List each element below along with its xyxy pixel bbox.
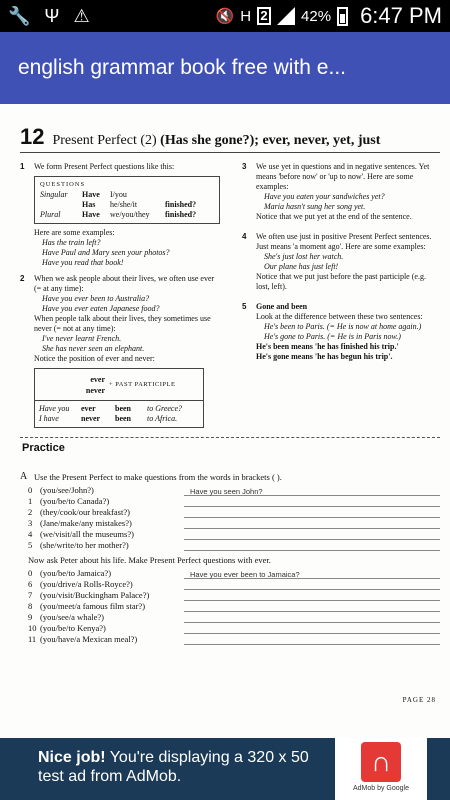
unit-title-bold: (Has she gone?); ever, never, yet, just xyxy=(160,133,381,148)
sim-label: 2 xyxy=(257,7,271,25)
example: Our plane has just left! xyxy=(264,262,339,271)
unit-title xyxy=(52,133,380,149)
list-item: 2 (they/cook/our breakfast?) xyxy=(20,507,440,518)
ad-banner[interactable] xyxy=(0,738,450,800)
app-title: english grammar book free with e... xyxy=(18,56,346,79)
practice-heading: Practice xyxy=(22,442,65,454)
practice-divider xyxy=(20,437,440,438)
list-item: 10 (you/be/to Kenya?) xyxy=(20,623,440,634)
battery-icon xyxy=(337,7,348,26)
answer-line xyxy=(184,580,440,590)
usb-icon: Ψ xyxy=(44,5,60,26)
answer-line xyxy=(184,591,440,601)
list-item: 8 (you/meet/a famous film star?) xyxy=(20,601,440,612)
section-text: Notice that we put just before the past participle (e.g. lost, left). xyxy=(256,272,426,291)
admob-badge[interactable] xyxy=(335,738,427,800)
clock: 6:47 PM xyxy=(360,3,442,28)
example: Have Paul and Mary seen your photos? xyxy=(42,248,170,257)
answer-line xyxy=(184,541,440,551)
section-text: When people talk about their lives, they sometimes use never (= not at any time): xyxy=(34,314,211,333)
section-text: When we ask people about their lives, we often use ever (= at any time): xyxy=(34,274,215,293)
section-5 xyxy=(242,302,438,362)
answer-line xyxy=(184,519,440,529)
unit-number: 12 xyxy=(20,124,45,149)
example: He's been to Paris. (= He is now at home again.) xyxy=(264,322,422,331)
example: Have you eaten your sandwiches yet? xyxy=(264,192,385,201)
list-item: 1 (you/be/to Canada?) xyxy=(20,496,440,507)
warning-icon: ⚠ xyxy=(73,5,90,26)
table-row: I have never been to Africa. xyxy=(39,414,178,423)
admob-logo-icon: ∩ xyxy=(361,742,401,782)
list-item: 11 (you/have/a Mexican meal?) xyxy=(20,634,440,645)
list-item: 9 (you/see/a whale?) xyxy=(20,612,440,623)
example: Have you ever eaten Japanese food? xyxy=(42,304,160,313)
table-row: Singular Have I/you xyxy=(40,190,127,199)
section-number: 1 xyxy=(20,162,25,171)
list-item: 5 (she/write/to her mother?) xyxy=(20,540,440,551)
section-2 xyxy=(20,274,220,428)
mute-icon: 🔇 xyxy=(215,8,235,25)
section-text: We use yet in questions and in negative sentences. Yet means 'before now' or 'up to now'. Here are some examples: xyxy=(256,162,430,191)
example: Maria hasn't sung her song yet. xyxy=(264,202,366,211)
example: She has never seen an elephant. xyxy=(42,344,145,353)
book-page[interactable] xyxy=(0,104,450,738)
answer-line xyxy=(184,635,440,645)
exercise-letter: A xyxy=(20,471,28,482)
list-item: 0 (you/be/to Jamaica?) Have you ever been to Jamaica? xyxy=(20,568,440,579)
ad-text[interactable]: Nice job! You're displaying a 320 x 50 test ad from AdMob. xyxy=(38,749,309,785)
left-column xyxy=(20,162,220,434)
list-item: 0 (you/see/John?) Have you seen John? xyxy=(20,485,440,496)
section-text: We often use just in positive Present Perfect sentences. Just means 'a moment ago'. Here are some examples: xyxy=(256,232,432,251)
table-row: Plural Have we/you/they finished? xyxy=(40,210,197,219)
wrench-icon: 🔧 xyxy=(8,5,31,26)
example: She's just lost her watch. xyxy=(264,252,344,261)
section-text: He's gone means 'he has begun his trip'. xyxy=(256,352,393,361)
table-row: Have you ever been to Greece? xyxy=(39,404,183,413)
section-1 xyxy=(20,162,220,268)
page-number: PAGE 28 xyxy=(402,696,436,704)
list-item: 3 (Jane/make/any mistakes?) xyxy=(20,518,440,529)
exercise-sub-instruction: Now ask Peter about his life. Make Present Perfect questions with ever. xyxy=(28,555,271,565)
table-heading: QUESTIONS xyxy=(40,181,86,188)
answer-line xyxy=(184,530,440,540)
section-number: 2 xyxy=(20,274,25,283)
example: Have you read that book! xyxy=(42,258,124,267)
example: I've never learnt French. xyxy=(42,334,122,343)
answer-line: Have you seen John? xyxy=(184,486,440,496)
answer-line xyxy=(184,624,440,634)
right-column xyxy=(242,162,438,368)
list-item: 4 (we/visit/all the museums?) xyxy=(20,529,440,540)
section-3 xyxy=(242,162,438,222)
section-text: Notice that we put yet at the end of the sentence. xyxy=(256,212,412,221)
example: Have you ever been to Australia? xyxy=(42,294,150,303)
exercise-a xyxy=(20,472,440,645)
section-text: Notice the position of ever and never: xyxy=(34,354,155,363)
app-bar xyxy=(0,32,450,104)
ad-attribution: AdMob by Google xyxy=(352,785,410,792)
list-item: 6 (you/drive/a Rolls-Royce?) xyxy=(20,579,440,590)
answer-line xyxy=(184,602,440,612)
network-label: H xyxy=(240,7,252,25)
questions-table xyxy=(34,176,220,224)
answer-line: Have you ever been to Jamaica? xyxy=(184,569,440,579)
answer-line xyxy=(184,508,440,518)
status-bar xyxy=(0,0,450,32)
list-item: 7 (you/visit/Buckingham Palace?) xyxy=(20,590,440,601)
section-number: 5 xyxy=(242,302,247,311)
answer-line xyxy=(184,497,440,507)
section-number: 4 xyxy=(242,232,247,241)
section-text: Here are some examples: xyxy=(34,228,115,237)
example: He's gone to Paris. (= He is in Paris now.) xyxy=(264,332,401,341)
signal-icon xyxy=(277,7,295,25)
section-number: 3 xyxy=(242,162,247,171)
example: Has the train left? xyxy=(42,238,101,247)
section-title: Gone and been xyxy=(256,302,308,311)
battery-percent: 42% xyxy=(301,7,332,25)
answer-line xyxy=(184,613,440,623)
table-row: Has he/she/it finished? xyxy=(82,200,197,209)
position-table: ever never + PAST PARTICIPLE Have you ever been to Greece? I have never been to Africa. xyxy=(34,368,204,428)
unit-title-plain: Present Perfect (2) xyxy=(52,133,157,148)
section-text: We form Present Perfect questions like this: xyxy=(34,162,175,171)
section-4 xyxy=(242,232,438,292)
unit-header xyxy=(20,124,438,150)
exercise-instruction: Use the Present Perfect to make questions from the words in brackets ( ). xyxy=(34,472,282,482)
section-text: He's been means 'he has finished his trip.' xyxy=(256,342,399,351)
section-text: Look at the difference between these two sentences: xyxy=(256,312,423,321)
header-rule xyxy=(20,152,440,153)
